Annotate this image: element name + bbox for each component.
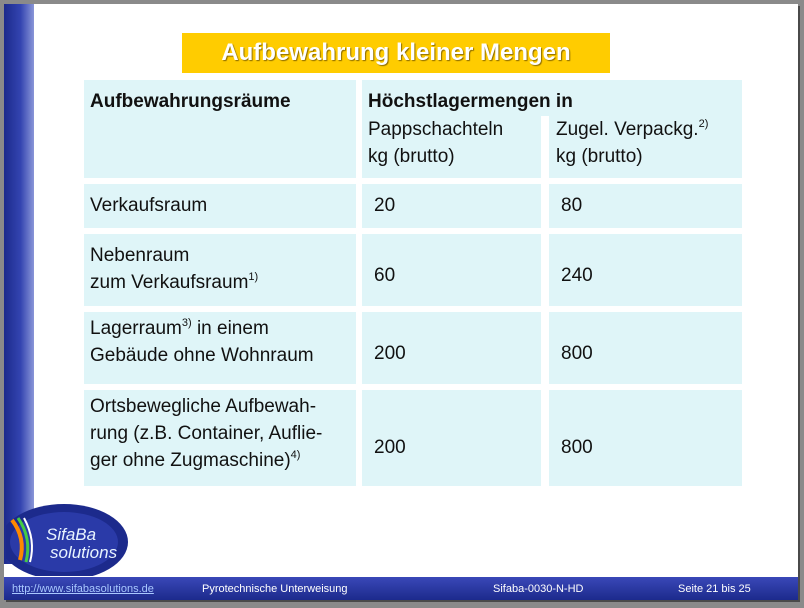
slide — [4, 4, 798, 600]
row-3-label-part1: Lagerraum — [90, 318, 182, 339]
header-pappschachteln — [368, 116, 503, 170]
row-4-label-line2: rung (z.B. Container, Auflie- — [90, 423, 323, 444]
row-3-label-cell — [84, 312, 356, 384]
header-zugel-line2: kg (brutto) — [556, 146, 643, 167]
header-divider — [541, 116, 549, 178]
left-accent-bar — [4, 4, 34, 564]
header-rooms-label: Aufbewahrungsräume — [90, 91, 291, 112]
header-zugel-verpackung — [556, 116, 708, 170]
logo-text-sifaba: SifaBa — [46, 525, 97, 544]
footer-url-link[interactable]: http://www.sifabasolutions.de — [12, 583, 154, 595]
row-4-label-line3: ger ohne Zugmaschine) — [90, 450, 291, 471]
footnote-3-marker: 3) — [181, 317, 192, 329]
row-2-value-1-cell — [362, 234, 541, 306]
row-2-value-2: 240 — [561, 265, 593, 286]
row-1-value-1: 20 — [374, 195, 396, 216]
row-4-label-cell — [84, 390, 356, 486]
row-2-value-1: 60 — [374, 265, 396, 286]
row-1-label: Verkaufsraum — [90, 195, 208, 216]
row-3-label-part2: in einem — [196, 318, 269, 339]
sifaba-logo — [6, 498, 134, 576]
row-3-label-line2: Gebäude ohne Wohnraum — [90, 345, 314, 366]
row-1-value-2-cell — [549, 184, 742, 228]
row-4-value-1: 200 — [374, 437, 406, 458]
row-2-label-line1: Nebenraum — [90, 245, 190, 266]
row-1-value-1-cell — [362, 184, 541, 228]
slide-title: Aufbewahrung kleiner Mengen — [221, 39, 571, 66]
header-quantities-label: Höchstlagermengen in — [368, 91, 573, 112]
row-3-value-2-cell — [549, 312, 742, 384]
footnote-4-marker: 4) — [290, 449, 301, 461]
row-4-value-2: 800 — [561, 437, 593, 458]
row-3-value-1-cell — [362, 312, 541, 384]
row-1-label-cell — [84, 184, 356, 228]
row-4-value-1-cell — [362, 390, 541, 486]
footer-course-title: Pyrotechnische Unterweisung — [202, 583, 348, 595]
header-pappschachteln-line2: kg (brutto) — [368, 146, 455, 167]
header-pappschachteln-line1: Pappschachteln — [368, 119, 504, 140]
header-cell-rooms — [84, 80, 356, 178]
footer-page-number: Seite 21 bis 25 — [678, 583, 751, 595]
row-2-label-line2: zum Verkaufsraum — [90, 272, 249, 293]
title-banner — [182, 33, 610, 73]
footnote-2-marker: 2) — [698, 118, 709, 130]
row-3-value-2: 800 — [561, 343, 593, 364]
logo-text-solutions: solutions — [50, 543, 118, 562]
footnote-1-marker: 1) — [248, 271, 259, 283]
row-2-label-cell — [84, 234, 356, 306]
row-4-label-line1: Ortsbewegliche Aufbewah- — [90, 396, 317, 417]
row-1-value-2: 80 — [561, 195, 583, 216]
sifaba-logo-graphic — [6, 498, 134, 576]
footer-document-id: Sifaba-0030-N-HD — [493, 583, 584, 595]
header-zugel-line1: Zugel. Verpackg. — [556, 119, 699, 140]
row-4-value-2-cell — [549, 390, 742, 486]
row-3-value-1: 200 — [374, 343, 406, 364]
row-2-value-2-cell — [549, 234, 742, 306]
